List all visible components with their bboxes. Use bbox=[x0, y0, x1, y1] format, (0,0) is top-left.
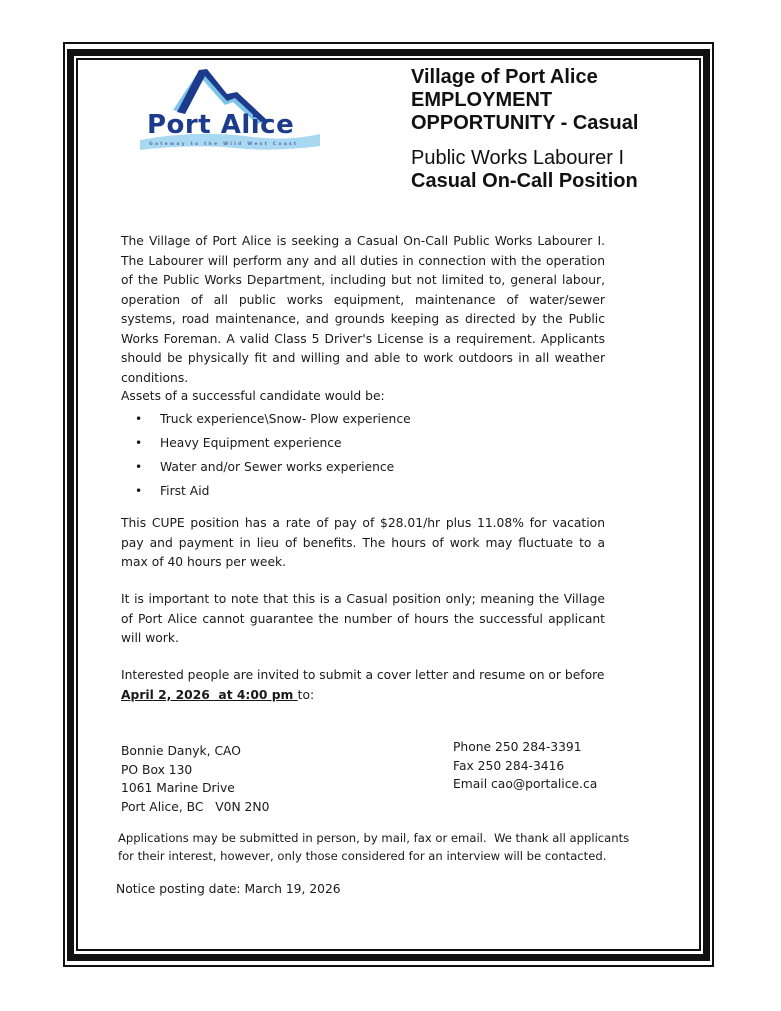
submit-paragraph bbox=[121, 666, 605, 705]
address-city: Port Alice, BC V0N 2N0 bbox=[121, 799, 270, 814]
submit-text: Interested people are invited to submit a cover letter and resume on or before bbox=[121, 668, 605, 682]
contact-fax: Fax 250 284-3416 bbox=[453, 758, 565, 773]
bullet-icon: • bbox=[135, 412, 143, 426]
logo-tagline: Gateway to the Wild West Coast bbox=[149, 142, 299, 147]
list-item bbox=[135, 481, 411, 505]
bullet-icon: • bbox=[135, 436, 143, 450]
deadline-line bbox=[121, 686, 605, 706]
header-employment: EMPLOYMENT bbox=[411, 89, 553, 111]
position-type: Casual On-Call Position bbox=[411, 170, 638, 192]
deadline: April 2, 2026 at 4:00 pm bbox=[121, 687, 298, 702]
logo-name: Port Alice bbox=[147, 110, 295, 140]
list-item bbox=[135, 457, 411, 481]
header-village: Village of Port Alice bbox=[411, 66, 598, 88]
deadline-suffix: to: bbox=[297, 687, 315, 702]
pay-paragraph: This CUPE position has a rate of pay of $28.01/hr plus 11.08% for vacation pay and payment in lieu of benefits. The hours of work may fluctuate to a max of 40 hours per week. bbox=[121, 516, 605, 569]
list-item bbox=[135, 409, 411, 433]
bullet-icon: • bbox=[135, 484, 143, 498]
asset-text: Water and/or Sewer works experience bbox=[160, 460, 395, 474]
casual-note-paragraph: It is important to note that this is a Casual position only; meaning the Village of Port Alice cannot guarantee the number of hours the successful applicant will work. bbox=[121, 592, 605, 645]
header-block bbox=[411, 66, 681, 193]
bullet-icon: • bbox=[135, 460, 143, 474]
closing-paragraph: Applications may be submitted in person, by mail, fax or email. We thank all applicants for their interest, however, only those considered for an interview will be contacted. bbox=[118, 831, 633, 863]
contact-info bbox=[453, 738, 597, 794]
asset-text: First Aid bbox=[160, 484, 210, 498]
address-street: 1061 Marine Drive bbox=[121, 781, 235, 795]
assets-list bbox=[135, 409, 411, 505]
assets-heading: Assets of a successful candidate would be: bbox=[121, 389, 385, 403]
contact-phone: Phone 250 284-3391 bbox=[453, 740, 582, 754]
port-alice-logo bbox=[135, 62, 325, 157]
position-title: Public Works Labourer I bbox=[411, 147, 625, 169]
list-item bbox=[135, 433, 411, 457]
address-name: Bonnie Danyk, CAO bbox=[121, 744, 241, 758]
contact-email[interactable]: Email cao@portalice.ca bbox=[453, 777, 598, 791]
posting-date: Notice posting date: March 19, 2026 bbox=[116, 882, 341, 896]
address-po-box: PO Box 130 bbox=[121, 762, 193, 777]
mailing-address bbox=[121, 742, 269, 816]
asset-text: Truck experience\Snow- Plow experience bbox=[160, 412, 411, 426]
asset-text: Heavy Equipment experience bbox=[160, 436, 342, 450]
header-opportunity: OPPORTUNITY - Casual bbox=[411, 112, 639, 134]
intro-paragraph: The Village of Port Alice is seeking a Casual On-Call Public Works Labourer I. The Labourer will perform any and all duties in connection with the operation of the Public Works Department, including but not limited to, general labour, operation of all public works equipment, maintenance of water/sewer systems, road maintenance, and grounds keeping as directed by the Public Works Foreman. A valid Class 5 Driver's License is a requirement. Applicants should be physically fit and willing and able to work outdoors in all weather conditions. bbox=[121, 234, 605, 385]
